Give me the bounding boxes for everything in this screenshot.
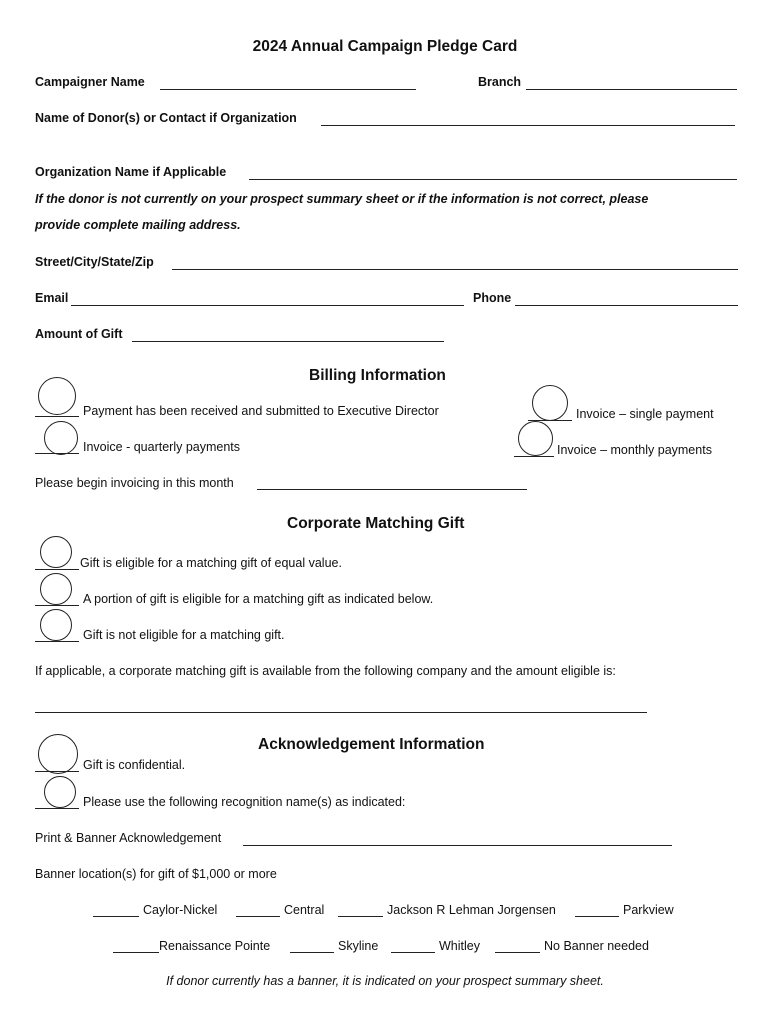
email-label: Email	[35, 291, 69, 305]
print-banner-label: Print & Banner Acknowledgement	[35, 831, 222, 845]
payment-received-checkbox[interactable]	[38, 377, 76, 415]
location-whitley: Whitley	[439, 939, 480, 953]
footer-note: If donor currently has a banner, it is indicated on your prospect summary sheet.	[166, 974, 604, 988]
acknowledgement-heading: Acknowledgement Information	[258, 736, 485, 753]
campaigner-name-field[interactable]	[160, 89, 416, 90]
location-parkview: Parkview	[623, 903, 674, 917]
location-blank-parkview[interactable]	[575, 916, 619, 917]
billing-heading: Billing Information	[309, 367, 446, 384]
location-blank-caylor-nickel[interactable]	[93, 916, 139, 917]
company-note: If applicable, a corporate matching gift is available from the following company and the amount eligible is:	[35, 664, 616, 678]
location-blank-renaissance[interactable]	[113, 952, 159, 953]
print-banner-field[interactable]	[243, 845, 672, 846]
eligible-equal-label: Gift is eligible for a matching gift of equal value.	[80, 556, 342, 570]
donor-name-field[interactable]	[321, 125, 735, 126]
payment-received-blank	[35, 416, 79, 417]
campaigner-name-label: Campaigner Name	[35, 75, 145, 89]
org-name-label: Organization Name if Applicable	[35, 165, 227, 179]
page-title: 2024 Annual Campaign Pledge Card	[252, 38, 518, 55]
banner-location-label: Banner location(s) for gift of $1,000 or more	[35, 867, 277, 881]
not-eligible-blank	[35, 641, 79, 642]
not-eligible-checkbox[interactable]	[40, 609, 72, 641]
eligible-equal-blank	[35, 569, 79, 570]
confidential-checkbox[interactable]	[38, 734, 78, 774]
email-field[interactable]	[71, 305, 464, 306]
donor-name-label: Name of Donor(s) or Contact if Organization	[35, 111, 297, 125]
location-blank-jackson[interactable]	[338, 916, 383, 917]
payment-received-label: Payment has been received and submitted to Executive Director	[83, 404, 439, 418]
confidential-blank	[35, 771, 79, 772]
confidential-label: Gift is confidential.	[83, 758, 186, 772]
invoice-single-label: Invoice – single payment	[576, 407, 714, 421]
invoice-monthly-blank	[514, 456, 554, 457]
company-field[interactable]	[35, 712, 647, 713]
invoice-single-checkbox[interactable]	[532, 385, 568, 421]
street-label: Street/City/State/Zip	[35, 255, 154, 269]
location-blank-skyline[interactable]	[290, 952, 334, 953]
location-blank-whitley[interactable]	[391, 952, 435, 953]
eligible-equal-checkbox[interactable]	[40, 536, 72, 568]
location-caylor-nickel: Caylor-Nickel	[143, 903, 218, 917]
portion-eligible-checkbox[interactable]	[40, 573, 72, 605]
invoice-monthly-checkbox[interactable]	[518, 421, 553, 456]
location-skyline: Skyline	[338, 939, 379, 953]
portion-eligible-blank	[35, 605, 79, 606]
recognition-label: Please use the following recognition name(s) as indicated:	[83, 795, 406, 809]
location-jackson: Jackson R Lehman Jorgensen	[387, 903, 556, 917]
location-blank-no-banner[interactable]	[495, 952, 540, 953]
phone-label: Phone	[473, 291, 512, 305]
not-eligible-label: Gift is not eligible for a matching gift.	[83, 628, 285, 642]
street-field[interactable]	[172, 269, 738, 270]
invoice-monthly-label: Invoice – monthly payments	[557, 443, 712, 457]
branch-field[interactable]	[526, 89, 737, 90]
recognition-checkbox[interactable]	[44, 776, 76, 808]
address-note-line1: If the donor is not currently on your prospect summary sheet or if the information is not correct, please	[35, 192, 649, 206]
invoice-quarterly-blank	[35, 453, 79, 454]
matching-heading: Corporate Matching Gift	[287, 515, 465, 532]
portion-eligible-label: A portion of gift is eligible for a matching gift as indicated below.	[83, 592, 434, 606]
invoice-quarterly-label: Invoice - quarterly payments	[83, 440, 241, 454]
phone-field[interactable]	[515, 305, 738, 306]
invoice-quarterly-checkbox[interactable]	[44, 421, 78, 455]
address-note-line2: provide complete mailing address.	[35, 218, 241, 232]
org-name-field[interactable]	[249, 179, 737, 180]
recognition-blank	[35, 808, 79, 809]
location-no-banner: No Banner needed	[544, 939, 649, 953]
location-renaissance: Renaissance Pointe	[159, 939, 271, 953]
location-blank-central[interactable]	[236, 916, 280, 917]
begin-month-label: Please begin invoicing in this month	[35, 476, 234, 490]
begin-month-field[interactable]	[257, 489, 527, 490]
location-central: Central	[284, 903, 325, 917]
branch-label: Branch	[478, 75, 522, 89]
amount-field[interactable]	[132, 341, 444, 342]
amount-label: Amount of Gift	[35, 327, 123, 341]
